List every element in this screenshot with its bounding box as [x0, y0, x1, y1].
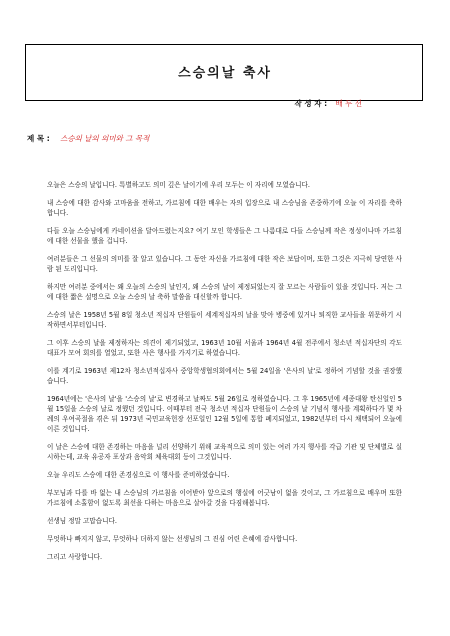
body-text — [47, 180, 402, 570]
author-row — [295, 98, 362, 109]
paragraph: 다들 오늘 스승님에게 카네이션을 달아드렸는지요? 여기 모인 학생들은 그 나름대로 다들 스승님께 작은 정성이나마 가르침에 대한 선물을 했을 겁니다. — [47, 227, 402, 245]
paragraph: 부모님과 다를 바 없는 내 스승님의 가르침을 이어받아 앞으로의 행실에 어긋남이 없을 것이고, 그 가르침으로 배우며 또한 가르침에 소홀함이 없도록 최선을 다하는 마음으로 살아갈 것을 다짐해봅니다. — [47, 489, 402, 507]
paragraph: 오늘 우리도 스승에 대한 존경심으로 이 행사를 준비하였습니다. — [47, 471, 230, 479]
paragraph: 이 날은 스승에 대한 존경하는 마음을 널리 선양하기 위해 교육적으로 의미 있는 여러 가지 행사를 각급 기관 및 단체별로 실시하는데, 교육 유공자 포상과 음악회 체육대회 등이 그것입니다. — [47, 443, 402, 461]
subject-value: 스승의 날의 의미와 그 목적 — [60, 134, 150, 143]
author-name: 배 두 선 — [335, 99, 362, 108]
page-title: 스승의날 축사 — [178, 66, 272, 81]
paragraph: 이를 계기로 1963년 제12차 청소년적십자사 중앙학생협의회에서는 5월 24일을 '은사의 날'로 정하여 기념할 것을 권장했습니다. — [47, 367, 402, 385]
paragraph: 1964년에는 '은사의 날'을 '스승의 날'로 변경하고 날짜도 5월 26일로 정하였습니다. 그 후 1965년에 세종대왕 탄신일인 5월 15일을 스승의 날로 정했던 것입니다. 이때부터 전국 청소년 적십자 단원들이 스승의 날 기념식 행사를 계획하다가 몇 차례의 우여곡절을 겪은 뒤 1973년 국민교육헌장 선포일인 12월 5일에 통합 폐지되었고, 1982년부터 다시 채택되어 오늘에 이른 것입니다. — [47, 395, 402, 433]
subject-row — [27, 133, 149, 144]
paragraph: 오늘은 스승의 날입니다. 특별하고도 의미 깊은 날이기에 우리 모두는 이 자리에 모였습니다. — [47, 181, 310, 189]
paragraph: 그리고 사랑합니다. — [47, 553, 103, 561]
paragraph: 스승의 날은 1958년 5월 8일 청소년 적십자 단원들이 세계적십자의 날을 맞아 병중에 있거나 퇴직한 교사들을 위문하기 시작하면서부터입니다. — [47, 311, 402, 329]
paragraph: 무엇하나 빠지지 않고, 무엇하나 더하지 않는 선생님의 그 진심 어린 은혜에 감사합니다. — [47, 535, 298, 543]
paragraph: 그 이후 스승의 날을 제정하자는 의견이 제기되었고, 1963년 10월 서울과 1964년 4월 전주에서 청소년 적십자단의 각도 대표가 모여 회의를 열었고, 또한 사은 행사를 가지기로 하였습니다. — [47, 339, 402, 357]
author-label: 작 성 자 : — [294, 99, 328, 108]
paragraph: 선생님 정말 고맙습니다. — [47, 517, 117, 525]
paragraph: 하지만 여러분 중에서는 왜 오늘의 스승의 날인지, 왜 스승의 날이 제정되었는지 잘 모르는 사람들이 있을 것입니다. 저는 그에 대한 짧은 설명으로 오늘 스승의 날 축하 말씀을 대신할까 합니다. — [47, 283, 402, 301]
subject-label: 제 목 : — [27, 134, 50, 143]
paragraph: 여러분들은 그 선물의 의미를 잘 알고 있습니다. 그 동안 자신을 가르침에 대한 작은 보답이며, 또한 그것은 지극히 당연한 사람 된 도리입니다. — [47, 255, 402, 273]
paragraph: 내 스승에 대한 감사와 고마움을 전하고, 가르침에 대한 배우는 자의 입장으로 내 스승님을 존중하기에 오늘 이 자리를 축하합니다. — [47, 199, 402, 217]
